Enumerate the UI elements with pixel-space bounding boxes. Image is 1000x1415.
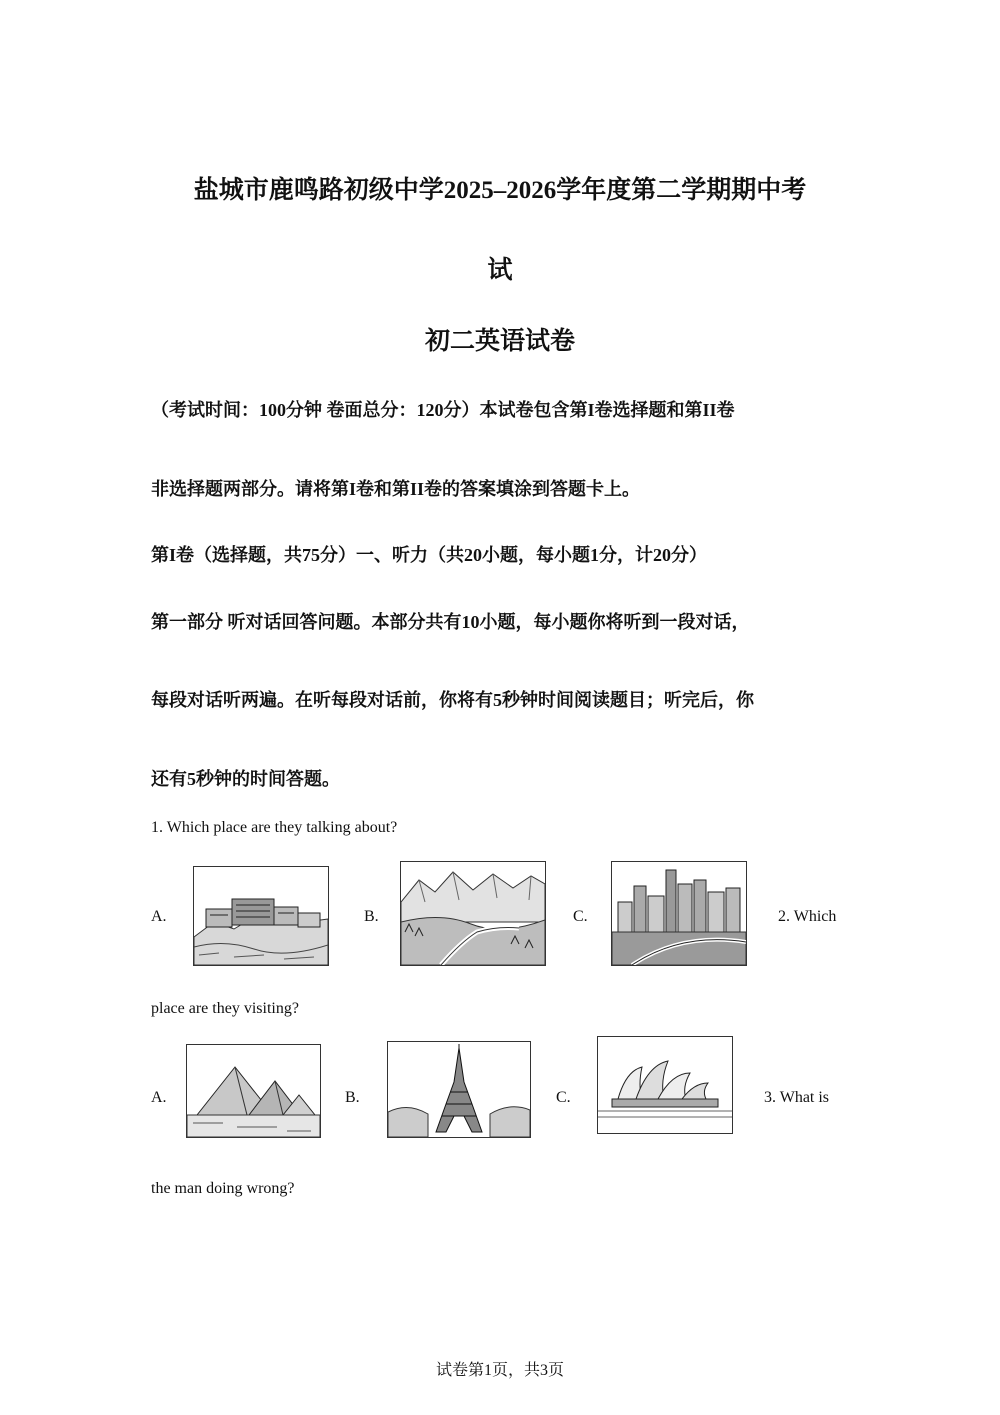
mountain-valley-sketch-icon [401,862,545,965]
question-2-text-part1: 2. Which [778,908,837,925]
part1-instructions-line2: 每段对话听两遍。在听每段对话前，你将有5秒钟时间阅读题目；听完后，你 [151,690,754,710]
part1-instructions-line3: 还有5秒钟的时间答题。 [151,769,340,789]
page-footer: 试卷第1页，共3页 [435,1362,564,1379]
question-3-text-part2: the man doing wrong? [151,1180,295,1197]
part1-instructions-line1: 第一部分 听对话回答问题。本部分共有10小题，每小题你将听到一段对话， [151,612,750,632]
instructions-line1: （考试时间：100分钟 卷面总分：120分）本试卷包含第I卷选择题和第II卷 [151,400,735,420]
exam-title-line2: 试 [487,257,513,284]
q2-option-b-label: B. [345,1089,360,1106]
q1-option-c-label: C. [573,908,588,925]
q1-option-c-image [611,861,747,966]
q1-option-b-label: B. [364,908,379,925]
eiffel-tower-sketch-icon [388,1042,530,1137]
question-2-text-part2: place are they visiting? [151,1000,299,1017]
q2-option-c-image [597,1036,733,1134]
exam-subtitle: 初二英语试卷 [424,328,575,355]
instructions-line2: 非选择题两部分。请将第I卷和第II卷的答案填涂到答题卡上。 [151,479,641,499]
pyramids-sketch-icon [187,1045,320,1137]
city-skyline-sketch-icon [612,862,746,965]
q2-option-a-image [186,1044,321,1138]
q2-option-c-label: C. [556,1089,571,1106]
section1-heading: 第I卷（选择题，共75分）一、听力（共20小题，每小题1分，计20分） [151,545,708,565]
q1-option-a-image [193,866,329,966]
sydney-opera-house-sketch-icon [598,1037,732,1133]
exam-title-line1: 盐城市鹿鸣路初级中学2025–2026学年度第二学期期中考 [193,177,807,204]
question-3-text-part1: 3. What is [764,1089,830,1106]
potala-palace-sketch-icon [194,867,328,965]
q1-option-a-label: A. [151,908,167,925]
q2-option-b-image [387,1041,531,1138]
q2-option-a-label: A. [151,1089,167,1106]
q1-option-b-image [400,861,546,966]
question-1-text: 1. Which place are they talking about? [151,819,398,836]
